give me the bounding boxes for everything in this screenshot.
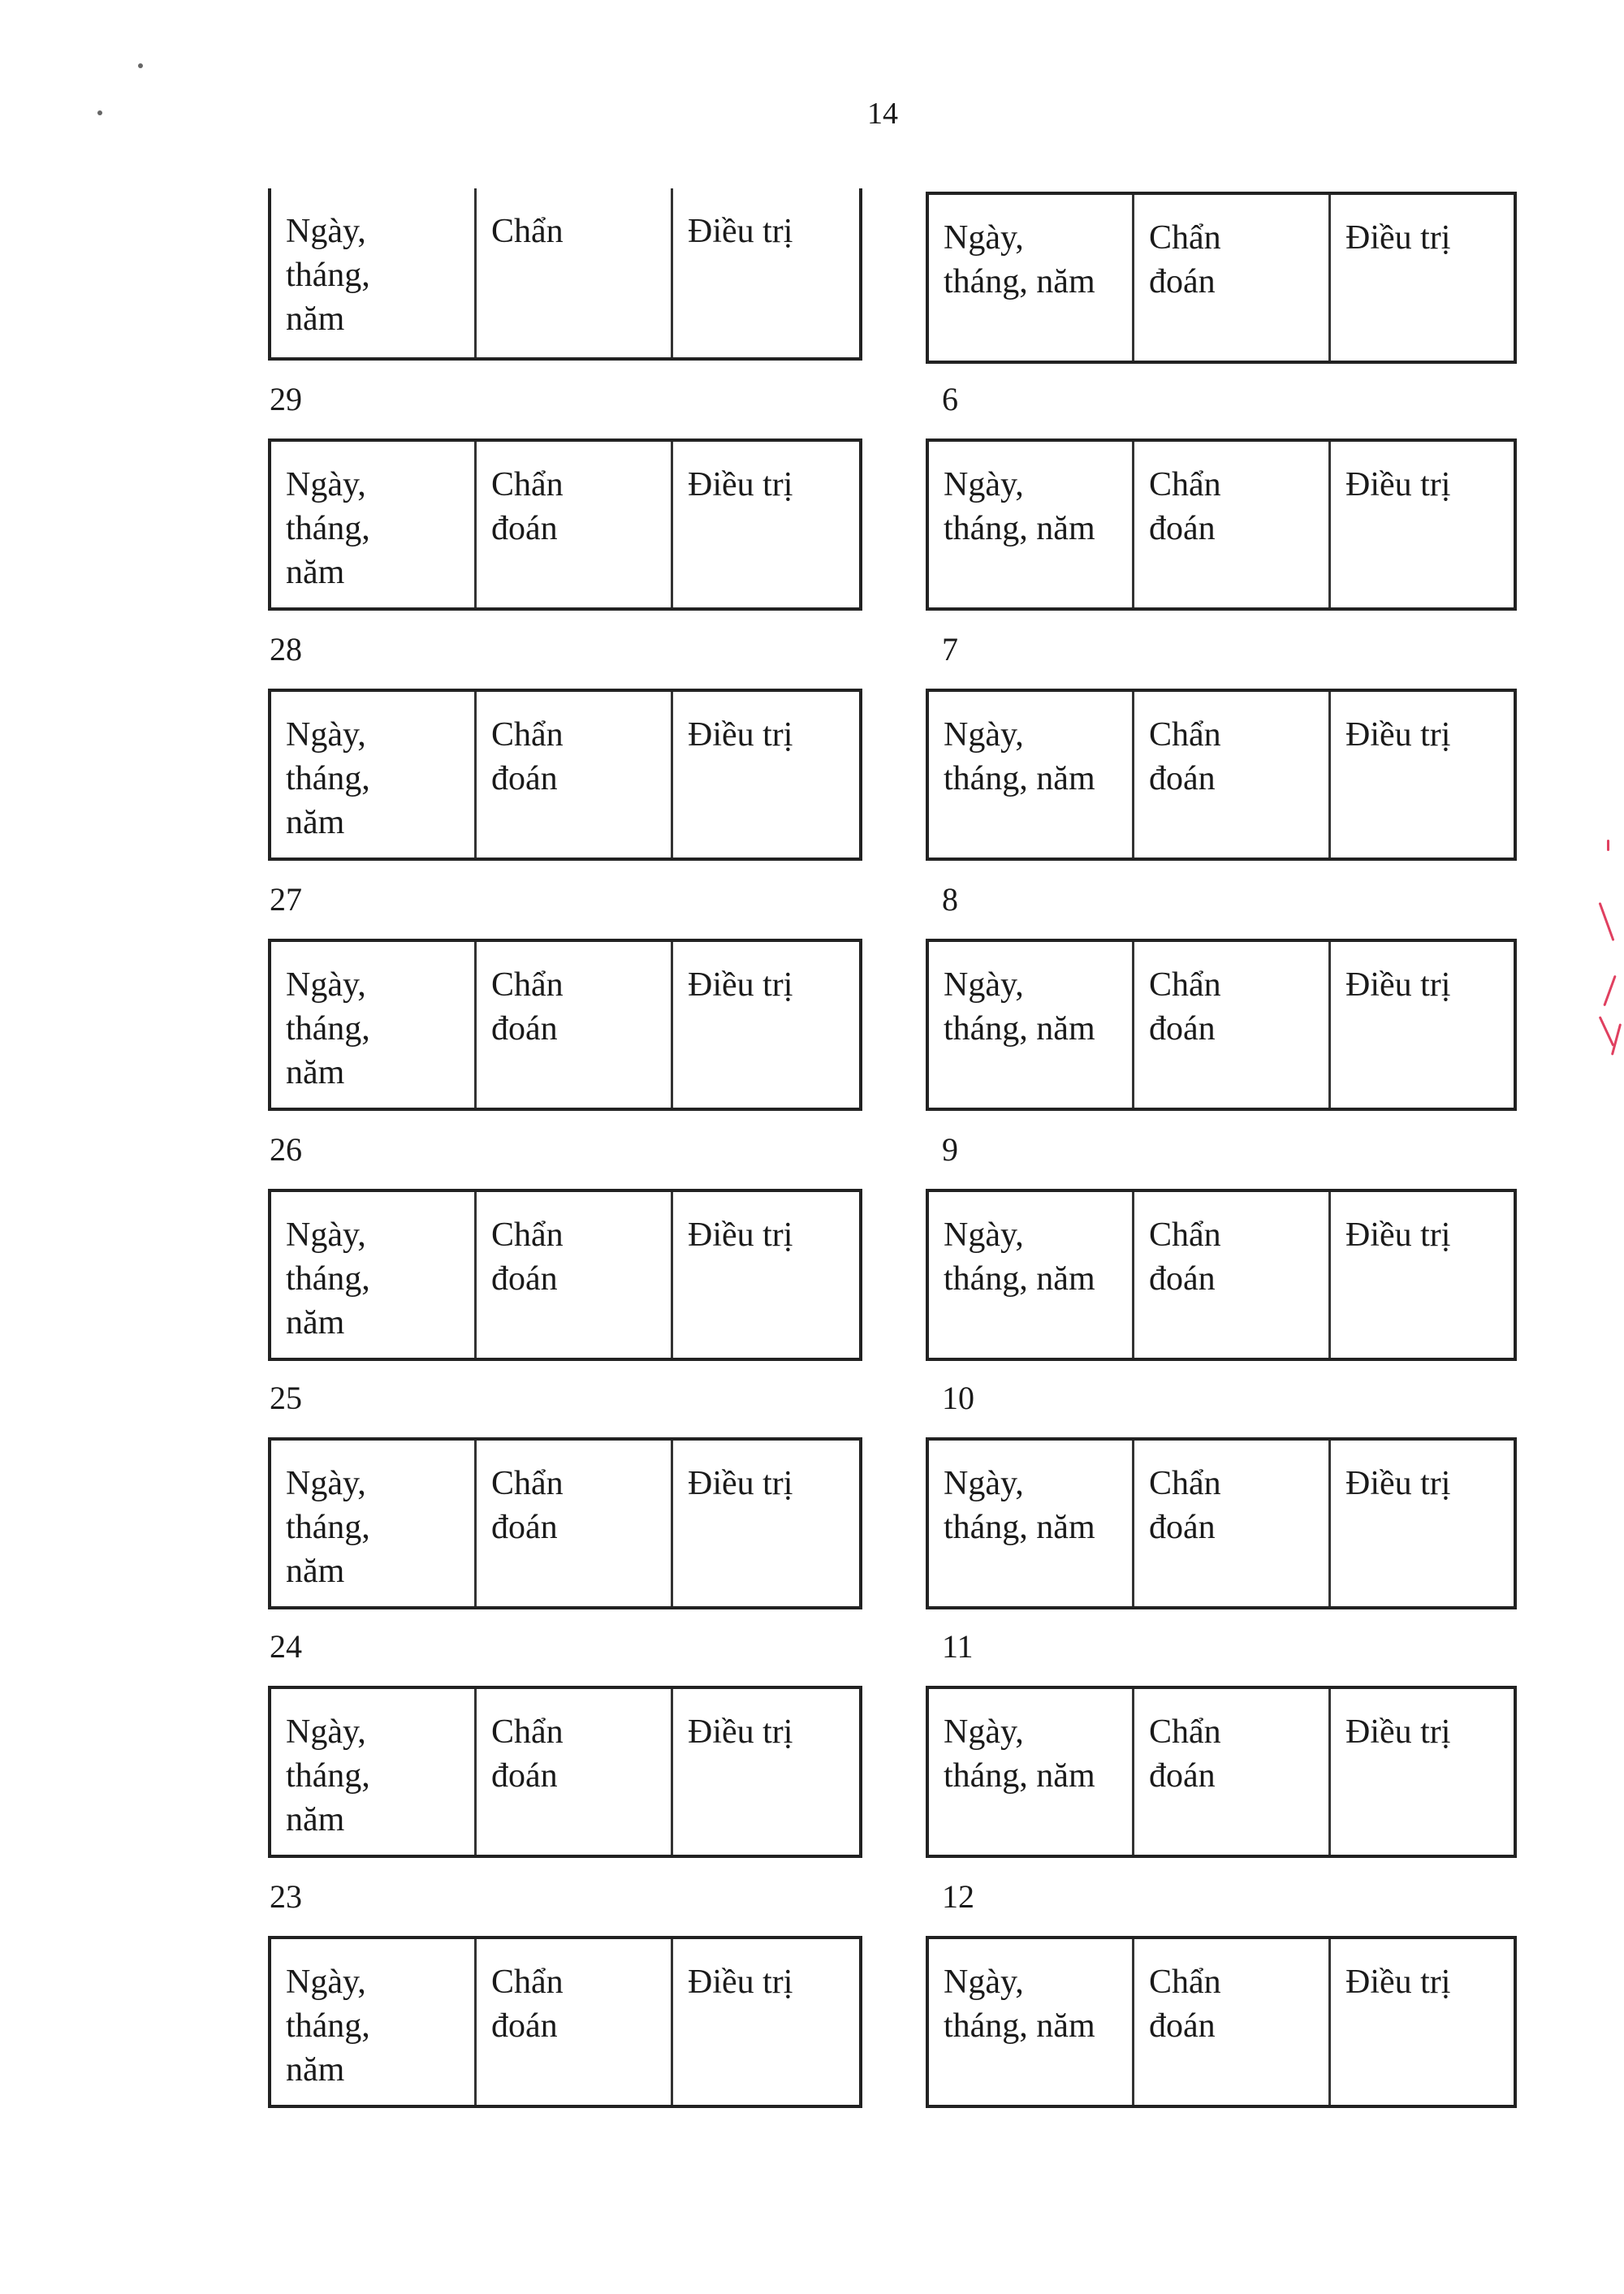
date-cell: Ngày, tháng, năm: [286, 1465, 370, 1590]
section-number: 9: [942, 1131, 958, 1168]
section-number: 11: [942, 1628, 974, 1665]
table-row: [926, 939, 1517, 1111]
date-cell: Ngày, tháng, năm: [286, 213, 370, 338]
section-number: 7: [942, 631, 958, 667]
table-row: [268, 438, 862, 611]
diagnosis-cell: Chẩn đoán: [474, 1689, 671, 1855]
diagnosis-cell: Chẩn: [474, 188, 671, 357]
diagnosis-cell: Chẩn đoán: [474, 942, 671, 1108]
section-number: 24: [270, 1628, 302, 1665]
date-cell: Ngày, tháng, năm: [944, 1216, 1095, 1298]
date-cell: Ngày, tháng, năm: [286, 1713, 370, 1838]
date-cell: Ngày, tháng, năm: [286, 966, 370, 1091]
date-cell: Ngày, tháng, năm: [944, 1964, 1095, 2045]
treatment-cell: Điều trị: [1328, 692, 1514, 858]
diagnosis-cell: Chẩn đoán: [474, 1939, 671, 2105]
table-row: [268, 1936, 862, 2108]
date-cell: Ngày, tháng, năm: [286, 716, 370, 841]
date-cell: Ngày, tháng, năm: [944, 966, 1095, 1048]
scan-speck: [97, 110, 102, 115]
diagnosis-cell: Chẩn đoán: [1132, 195, 1328, 361]
section-number: 29: [270, 381, 302, 417]
table-row: [268, 188, 862, 361]
page-number: 14: [867, 97, 898, 131]
section-number: 27: [270, 881, 302, 918]
scan-speck: [138, 63, 143, 68]
table-row: [926, 689, 1517, 861]
treatment-cell: Điều trị: [1328, 1441, 1514, 1606]
treatment-cell: Điều trị: [1328, 942, 1514, 1108]
date-cell: Ngày, tháng, năm: [286, 466, 370, 591]
date-cell: Ngày, tháng, năm: [944, 1465, 1095, 1546]
table-row: [268, 1189, 862, 1361]
table-row: [268, 689, 862, 861]
table-row: [926, 1936, 1517, 2108]
diagnosis-cell: Chẩn đoán: [1132, 1192, 1328, 1358]
diagnosis-cell: Chẩn đoán: [474, 1441, 671, 1606]
treatment-cell: Điều trị: [1328, 1939, 1514, 2105]
treatment-cell: Điều trị: [671, 1689, 859, 1855]
treatment-cell: Điều trị: [1328, 195, 1514, 361]
treatment-cell: Điều trị: [671, 692, 859, 858]
table-row: [926, 1437, 1517, 1609]
section-number: 10: [942, 1380, 974, 1416]
date-cell: Ngày, tháng, năm: [944, 716, 1095, 797]
treatment-cell: Điều trị: [1328, 442, 1514, 607]
diagnosis-cell: Chẩn đoán: [474, 692, 671, 858]
table-row: [926, 1686, 1517, 1858]
date-cell: Ngày, tháng, năm: [286, 1964, 370, 2089]
table-row: [926, 1189, 1517, 1361]
diagnosis-cell: Chẩn đoán: [1132, 442, 1328, 607]
table-row: [268, 1437, 862, 1609]
treatment-cell: Điều trị: [671, 188, 859, 357]
table-row: [926, 192, 1517, 364]
table-row: [268, 1686, 862, 1858]
diagnosis-cell: Chẩn đoán: [1132, 942, 1328, 1108]
diagnosis-cell: Chẩn đoán: [474, 1192, 671, 1358]
diagnosis-cell: Chẩn đoán: [1132, 1441, 1328, 1606]
treatment-cell: Điều trị: [671, 1192, 859, 1358]
section-number: 8: [942, 881, 958, 918]
section-number: 23: [270, 1878, 302, 1915]
treatment-cell: Điều trị: [671, 442, 859, 607]
date-cell: Ngày, tháng, năm: [286, 1216, 370, 1341]
table-row: [926, 438, 1517, 611]
date-cell: Ngày, tháng, năm: [944, 466, 1095, 547]
diagnosis-cell: Chẩn đoán: [1132, 1939, 1328, 2105]
table-row: [268, 939, 862, 1111]
section-number: 25: [270, 1380, 302, 1416]
diagnosis-cell: Chẩn đoán: [1132, 692, 1328, 858]
section-number: 12: [942, 1878, 974, 1915]
date-cell: Ngày, tháng, năm: [944, 1713, 1095, 1795]
treatment-cell: Điều trị: [671, 942, 859, 1108]
treatment-cell: Điều trị: [1328, 1689, 1514, 1855]
red-ink-marks: [1604, 836, 1624, 1080]
section-number: 26: [270, 1131, 302, 1168]
treatment-cell: Điều trị: [671, 1441, 859, 1606]
diagnosis-cell: Chẩn đoán: [474, 442, 671, 607]
section-number: 6: [942, 381, 958, 417]
date-cell: Ngày, tháng, năm: [944, 219, 1095, 300]
treatment-cell: Điều trị: [671, 1939, 859, 2105]
diagnosis-cell: Chẩn đoán: [1132, 1689, 1328, 1855]
section-number: 28: [270, 631, 302, 667]
treatment-cell: Điều trị: [1328, 1192, 1514, 1358]
